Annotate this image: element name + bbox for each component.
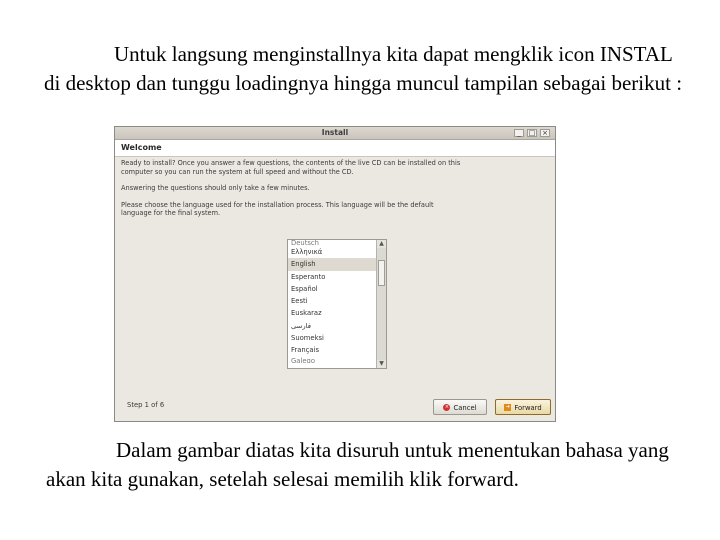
window-title: Install [321, 128, 349, 137]
list-item-selected[interactable]: English [288, 258, 376, 270]
list-item[interactable]: Esperanto [291, 272, 326, 281]
intro-text: Ready to install? Once you answer a few questions, the contents of the live CD can be installed on this computer so you can run the system at full speed and without the CD. [121, 159, 461, 176]
scroll-down-arrow-icon[interactable]: ▼ [377, 360, 386, 368]
page-title: Welcome [121, 143, 162, 152]
language-list[interactable] [287, 239, 387, 369]
forward-button[interactable] [495, 399, 551, 415]
welcome-body [121, 159, 461, 226]
forward-label: Forward [514, 404, 542, 412]
scroll-up-arrow-icon[interactable]: ▲ [377, 240, 386, 248]
list-item[interactable]: Euskaraz [291, 309, 322, 318]
installer-screenshot [114, 126, 556, 422]
questions-text: Answering the questions should only take a few minutes. [121, 184, 310, 192]
list-item[interactable]: Suomeksi [291, 334, 324, 343]
list-item[interactable]: Deutsch [291, 240, 319, 246]
paragraph-explanation: Dalam gambar diatas kita disuruh untuk menentukan bahasa yang akan kita gunakan, setelah selesai memilih klik forward. [46, 438, 669, 491]
list-item[interactable]: Ελληνικά [291, 248, 323, 256]
close-button[interactable]: × [540, 129, 550, 137]
forward-arrow-icon: ➜ [505, 403, 510, 410]
paragraph-intro: Untuk langsung menginstallnya kita dapat mengklik icon INSTAL di desktop dan tunggu loadingnya hingga muncul tampilan sebagai berikut : [44, 42, 683, 95]
list-scrollbar[interactable] [376, 240, 386, 368]
list-item[interactable]: Eesti [291, 297, 308, 306]
list-item[interactable]: فارسی [291, 321, 311, 330]
page-header [115, 140, 555, 157]
step-indicator: Step 1 of 6 [127, 401, 165, 409]
maximize-button[interactable]: □ [528, 129, 536, 137]
scrollbar-thumb[interactable] [378, 260, 385, 286]
cancel-icon: × [444, 403, 450, 410]
window-titlebar [115, 127, 555, 140]
language-list-items [288, 240, 376, 363]
cancel-button[interactable] [433, 399, 487, 415]
language-text: Please choose the language used for the installation process. This language will be the default language for the final system. [121, 200, 434, 217]
wizard-footer [115, 393, 555, 421]
list-item[interactable]: Galego [291, 356, 315, 363]
list-item[interactable]: Español [291, 284, 318, 293]
minimize-button[interactable]: _ [514, 129, 524, 137]
list-item[interactable]: Français [291, 346, 320, 355]
cancel-label: Cancel [453, 404, 477, 412]
